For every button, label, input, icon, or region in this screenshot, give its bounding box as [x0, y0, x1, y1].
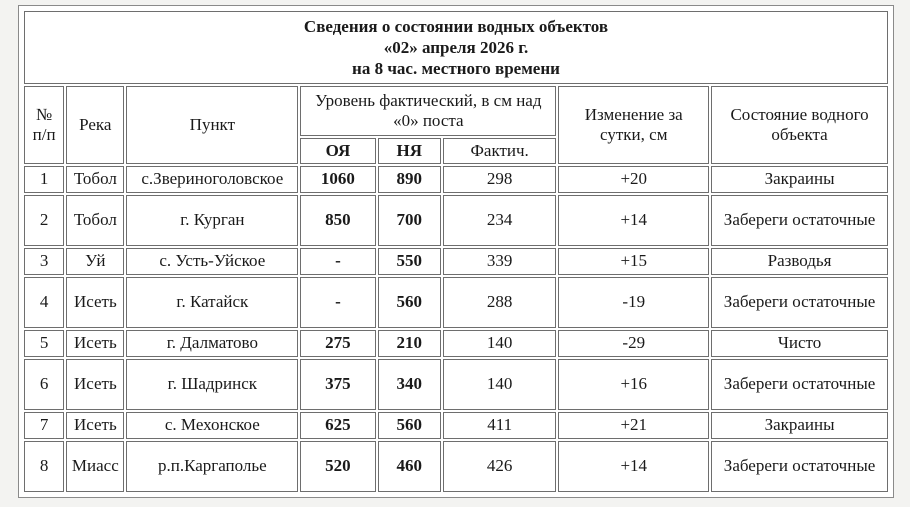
- table-row: [24, 359, 888, 410]
- cell-change: +21: [558, 412, 709, 439]
- cell-change: +20: [558, 166, 709, 193]
- cell-state: Забереги остаточные: [711, 277, 888, 328]
- water-levels-table: [22, 9, 890, 494]
- cell-river: Исеть: [66, 412, 124, 439]
- table-body: [24, 166, 888, 492]
- cell-nya: 210: [378, 330, 441, 357]
- cell-oya: -: [300, 248, 375, 275]
- cell-point: с.Звериноголовское: [126, 166, 298, 193]
- cell-num: 4: [24, 277, 64, 328]
- cell-nya: 700: [378, 195, 441, 246]
- cell-num: 6: [24, 359, 64, 410]
- cell-num: 1: [24, 166, 64, 193]
- header-level: Уровень фактический, в см над «0» поста: [300, 86, 556, 136]
- cell-point: г. Шадринск: [126, 359, 298, 410]
- cell-point: с. Мехонское: [126, 412, 298, 439]
- cell-oya: 520: [300, 441, 375, 492]
- cell-river: Миасс: [66, 441, 124, 492]
- cell-num: 7: [24, 412, 64, 439]
- title-row: [24, 11, 888, 84]
- cell-nya: 550: [378, 248, 441, 275]
- table-row: [24, 166, 888, 193]
- cell-nya: 890: [378, 166, 441, 193]
- cell-state: Разводья: [711, 248, 888, 275]
- header-oya: ОЯ: [300, 138, 375, 164]
- header-num: № п/п: [24, 86, 64, 164]
- cell-nya: 340: [378, 359, 441, 410]
- cell-fact: 140: [443, 359, 557, 410]
- report-title: [24, 11, 888, 84]
- cell-point: с. Усть-Уйское: [126, 248, 298, 275]
- table-row: [24, 441, 888, 492]
- cell-change: +14: [558, 195, 709, 246]
- cell-river: Исеть: [66, 330, 124, 357]
- table-row: [24, 195, 888, 246]
- cell-oya: 275: [300, 330, 375, 357]
- cell-river: Тобол: [66, 195, 124, 246]
- cell-state: Закраины: [711, 412, 888, 439]
- cell-point: г. Катайск: [126, 277, 298, 328]
- cell-fact: 140: [443, 330, 557, 357]
- title-line-1: Сведения о состоянии водных объектов: [303, 17, 609, 36]
- cell-change: -19: [558, 277, 709, 328]
- cell-num: 3: [24, 248, 64, 275]
- table-row: [24, 330, 888, 357]
- cell-state: Закраины: [711, 166, 888, 193]
- header-point: Пункт: [126, 86, 298, 164]
- cell-fact: 411: [443, 412, 557, 439]
- cell-river: Тобол: [66, 166, 124, 193]
- header-row-1: [24, 86, 888, 136]
- cell-state: Забереги остаточные: [711, 359, 888, 410]
- table-row: [24, 248, 888, 275]
- table-row: [24, 277, 888, 328]
- cell-oya: 850: [300, 195, 375, 246]
- cell-oya: 625: [300, 412, 375, 439]
- cell-fact: 288: [443, 277, 557, 328]
- cell-fact: 426: [443, 441, 557, 492]
- cell-oya: -: [300, 277, 375, 328]
- cell-point: г. Далматово: [126, 330, 298, 357]
- cell-change: +15: [558, 248, 709, 275]
- cell-oya: 375: [300, 359, 375, 410]
- cell-fact: 234: [443, 195, 557, 246]
- cell-fact: 339: [443, 248, 557, 275]
- cell-nya: 560: [378, 277, 441, 328]
- cell-river: Исеть: [66, 277, 124, 328]
- title-line-3: на 8 час. местного времени: [352, 59, 560, 78]
- cell-state: Забереги остаточные: [711, 195, 888, 246]
- header-river: Река: [66, 86, 124, 164]
- cell-point: г. Курган: [126, 195, 298, 246]
- cell-change: +14: [558, 441, 709, 492]
- table-row: [24, 412, 888, 439]
- header-fact: Фактич.: [443, 138, 557, 164]
- cell-fact: 298: [443, 166, 557, 193]
- cell-point: р.п.Каргаполье: [126, 441, 298, 492]
- cell-num: 5: [24, 330, 64, 357]
- cell-change: -29: [558, 330, 709, 357]
- water-bodies-report: [18, 5, 894, 498]
- cell-num: 2: [24, 195, 64, 246]
- cell-oya: 1060: [300, 166, 375, 193]
- cell-river: Уй: [66, 248, 124, 275]
- cell-num: 8: [24, 441, 64, 492]
- cell-nya: 460: [378, 441, 441, 492]
- cell-river: Исеть: [66, 359, 124, 410]
- title-line-2: «02» апреля 2026 г.: [383, 38, 529, 57]
- cell-state: Чисто: [711, 330, 888, 357]
- cell-state: Забереги остаточные: [711, 441, 888, 492]
- header-state: Состояние водного объекта: [711, 86, 888, 164]
- cell-nya: 560: [378, 412, 441, 439]
- cell-change: +16: [558, 359, 709, 410]
- header-nya: НЯ: [378, 138, 441, 164]
- header-change: Изменение за сутки, см: [558, 86, 709, 164]
